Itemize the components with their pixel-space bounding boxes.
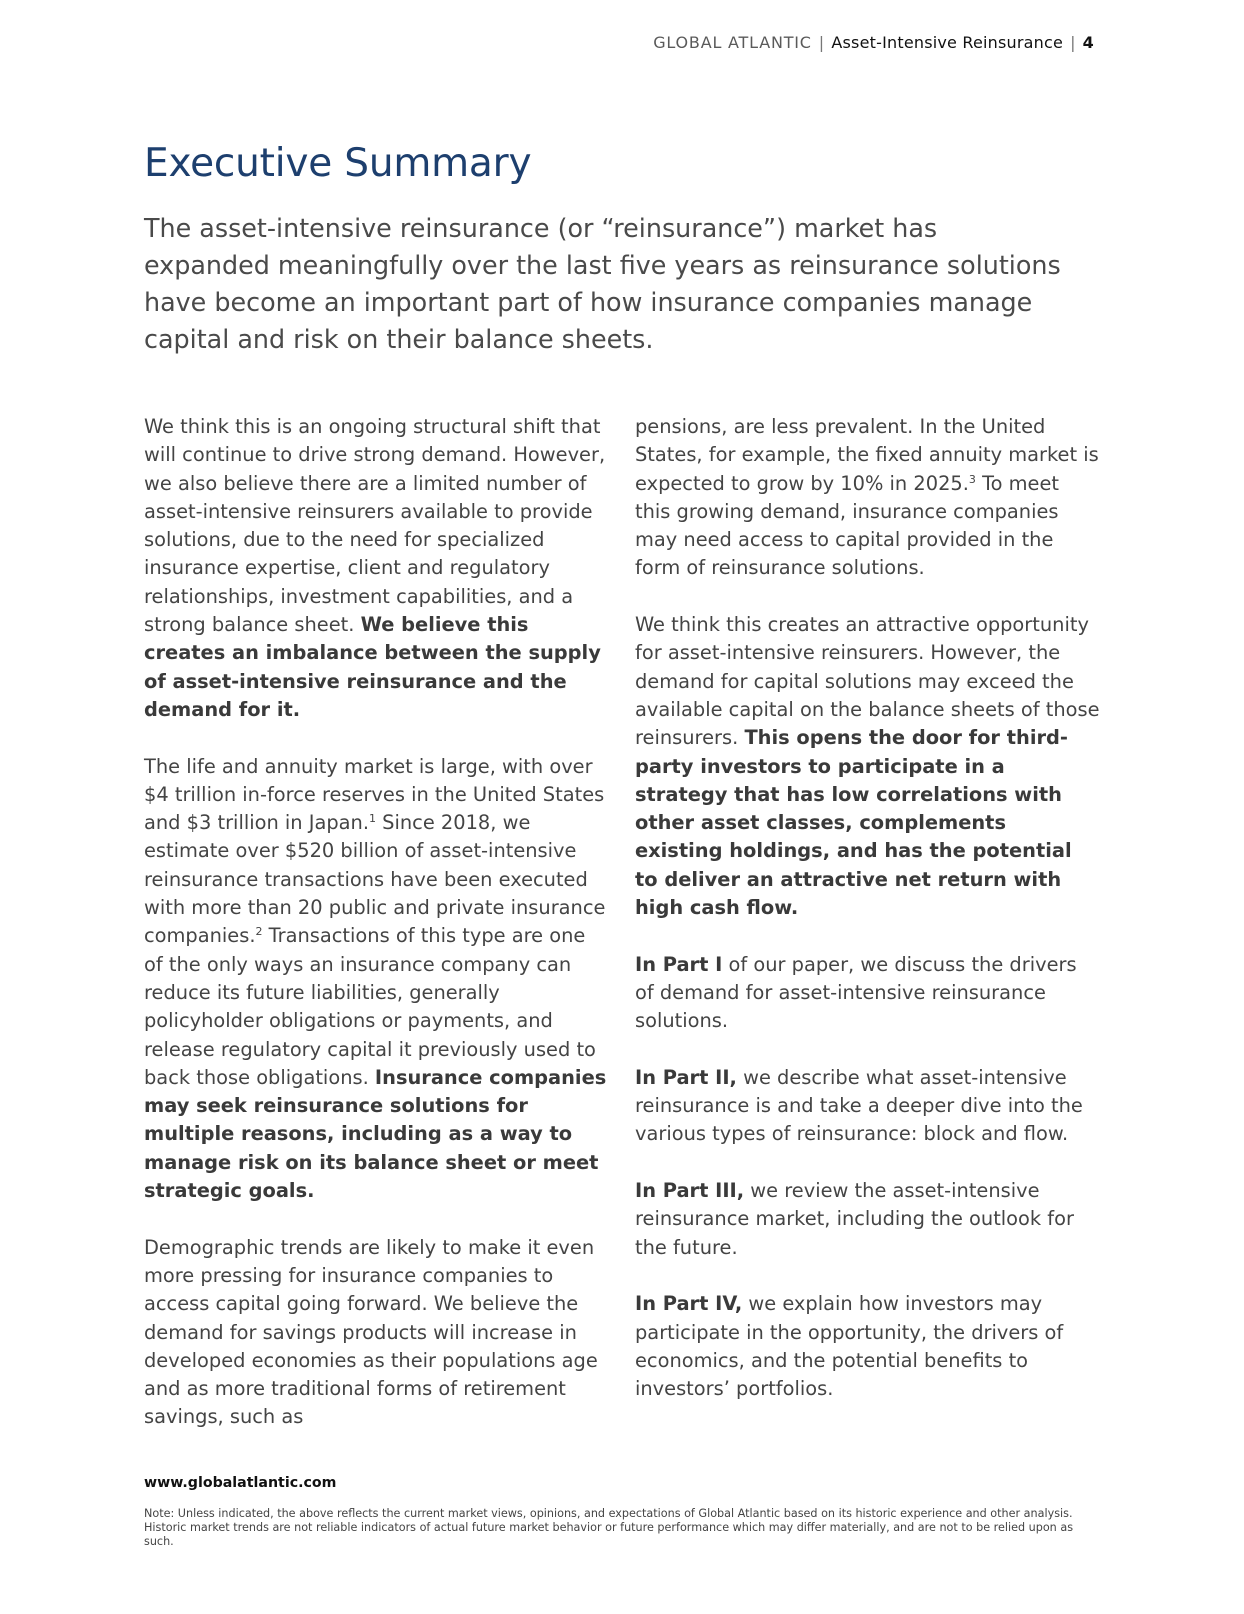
left-p3-text: Demographic trends are likely to make it even more pressing for insurance companies to access capital going forward. We believe the demand for savings products will increase in developed economies as their populations age and as more traditional forms of retirement savings, such as [144, 1235, 598, 1429]
left-p2-text3: Transactions of this type are one of the only ways an insurance company can reduce its future liabilities, generally policyholder obligations or payments, and release regulatory capital it previously used to back those obligations. [144, 924, 596, 1089]
left-p2-text1: The life and annuity market is large, with over $4 trillion in-force reserves in the United States and $3 trillion in Japan. [144, 754, 605, 835]
left-p2-text2: Since 2018, we estimate over $520 billion of asset-intensive reinsurance transactions have been executed with more than 20 public and private insurance companies. [144, 811, 606, 948]
footnote-3: 3 [968, 472, 976, 486]
part-3-text: we review the asset-intensive reinsurance market, including the outlook for the future. [635, 1179, 1074, 1259]
right-paragraph-2 [635, 611, 1100, 922]
right-p1-text1: pensions, are less prevalent. In the United States, for example, the fixed annuity market is expected to grow by 10% in 2025. [635, 415, 1099, 495]
part-2-paragraph [635, 1064, 1100, 1149]
part-1-paragraph [635, 951, 1100, 1036]
disclaimer-note: Note: Unless indicated, the above reflects the current market views, opinions, and expectations of Global Atlantic based on its historic experience and other analysis. Historic market trends are not reliable indicators of actual future market behavior or future performance which may differ materially, and are not to be relied upon as such. [144, 1507, 1074, 1548]
right-p1-text2: To meet this growing demand, insurance companies may need access to capital provided in the form of reinsurance solutions. [635, 471, 1059, 580]
intro-paragraph: The asset-intensive reinsurance (or “reinsurance”) market has expanded meaningfully over the last five years as reinsurance solutions have become an important part of how insurance companies manage capital and risk on their balance sheets. [144, 213, 1061, 354]
left-paragraph-1 [144, 413, 609, 724]
part-2-text: we describe what asset-intensive reinsurance is and take a deeper dive into the various types of reinsurance: block and flow. [635, 1065, 1083, 1146]
footnote-1: 1 [369, 812, 377, 826]
header-separator: | [818, 33, 825, 52]
left-paragraph-3 [144, 1234, 609, 1432]
part-3-label: In Part III, [635, 1179, 745, 1203]
part-2-label: In Part II, [635, 1065, 737, 1089]
page-header [653, 33, 1094, 52]
part-4-label: In Part IV, [635, 1292, 743, 1316]
left-column [144, 413, 609, 1460]
part-4-paragraph [635, 1290, 1100, 1403]
part-1-text: of our paper, we discuss the drivers of demand for asset-intensive reinsurance solutions. [635, 952, 1077, 1033]
page-title: Executive Summary [144, 141, 532, 186]
right-column [635, 413, 1100, 1432]
page-number: 4 [1082, 33, 1094, 52]
left-paragraph-2 [144, 753, 609, 1206]
header-doc-title: Asset-Intensive Reinsurance [831, 33, 1064, 52]
left-p1-bold: We believe this creates an imbalance between the supply of asset-intensive reinsurance and the demand for it. [144, 613, 601, 721]
right-paragraph-1 [635, 413, 1100, 583]
right-p2-bold: This opens the door for third-party investors to participate in a strategy that has low correlations with other asset classes, complements existing holdings, and has the potential to deliver an attractive net return with high cash flow. [635, 726, 1072, 920]
header-separator-2: | [1070, 33, 1076, 52]
part-4-text: we explain how investors may participate in the opportunity, the drivers of economics, and the potential benefits to investors’ portfolios. [635, 1292, 1064, 1401]
part-3-paragraph [635, 1177, 1100, 1262]
website-link[interactable]: www.globalatlantic.com [144, 1475, 337, 1491]
part-1-label: In Part I [635, 952, 723, 976]
footnote-2: 2 [255, 925, 263, 939]
left-p2-bold: Insurance companies may seek reinsurance solutions for multiple reasons, including as a way to manage risk on its balance sheet or meet strategic goals. [144, 1065, 607, 1203]
left-p1-text: We think this is an ongoing structural shift that will continue to drive strong demand. However, we also believe there are a limited number of asset-intensive reinsurers available to provide solutions, due to the need for specialized insurance expertise, client and regulatory relationships, investment capabilities, and a strong balance sheet. [144, 415, 606, 637]
right-p2-text: We think this creates an attractive opportunity for asset-intensive reinsurers. However, the demand for capital solutions may exceed the available capital on the balance sheets of those reinsurers. [635, 613, 1100, 750]
header-brand: GLOBAL ATLANTIC [653, 33, 812, 52]
